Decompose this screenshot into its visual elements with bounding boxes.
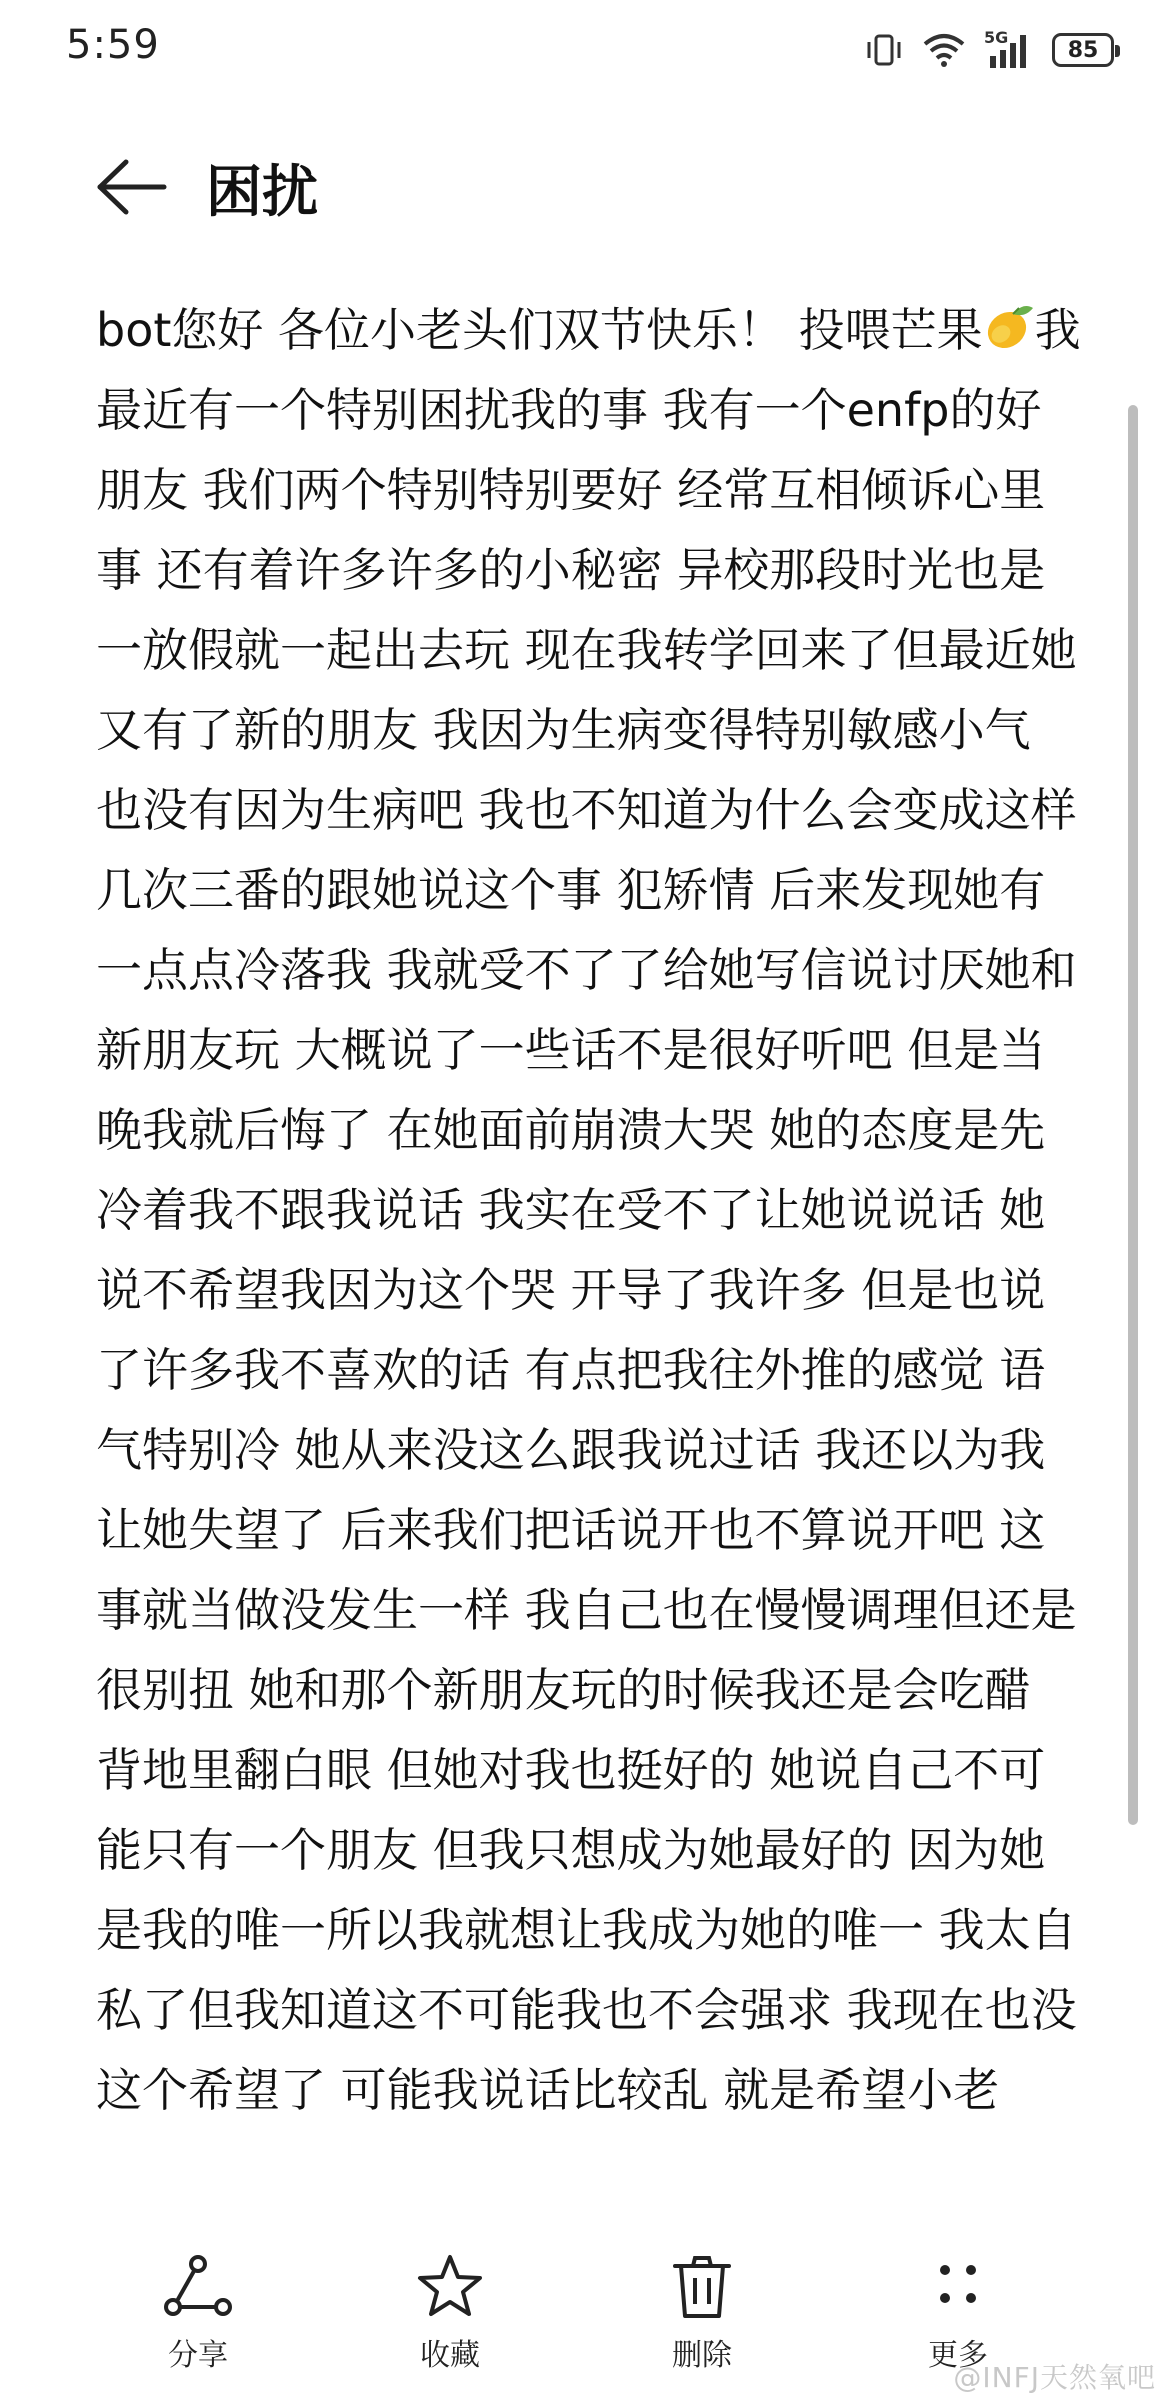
- signal-icon: [984, 30, 1034, 70]
- more-icon: [923, 2252, 993, 2322]
- share-label: 分享: [168, 2338, 228, 2373]
- share-icon: [163, 2252, 233, 2322]
- scrollbar[interactable]: [1128, 405, 1138, 1825]
- trash-icon: [667, 2252, 737, 2322]
- favorite-label: 收藏: [420, 2338, 480, 2373]
- more-label: 更多: [928, 2338, 988, 2373]
- mango-icon: [983, 296, 1035, 348]
- back-button[interactable]: [92, 152, 172, 222]
- status-icons: [864, 28, 1114, 72]
- post-text-main: 我最近有一个特别困扰我的事 我有一个enfp的好朋友 我们两个特别特别要好 经常互相倾诉心里事 还有着许多许多的小秘密 异校那段时光也是一放假就一起出去玩 现在我转学回来了但最近她又有了新的朋友 我因为生病变得特别敏感小气 也没有因为生病吧 我也不知道为什么会变成这样 几次三番的跟她说这个事 犯矫情 后来发现她有一点点冷落我 我就受不了了给她写信说讨厌她和新朋友玩 大概说了一些话不是很好听吧 但是当晚我就后悔了 在她面前崩溃大哭 她的态度是先冷着我不跟我说话 我实在受不了让她说说话 她说不希望我因为这个哭 开导了我许多 但是也说了许多我不喜欢的话 有点把我往外推的感觉 语气特别冷 她从来没这么跟我说过话 我还以为我让她失望了 后来我们把话说开也不算说开吧 这事就当做没发生一样 我自己也在慢慢调理但还是很别扭 她和那个新朋友玩的时候我还是会吃醋 背地里翻白眼 但她对我也挺好的 她说自己不可能只有一个朋友 但我只想成为她最好的 因为她是我的唯一所以我就想让我成为她的唯一 我太自私了但我知道这不可能我也不会强求 我现在也没这个希望了 可能我说话比较乱 就是希望小老: [96, 303, 1092, 2117]
- wifi-icon: [922, 32, 966, 68]
- status-bar: [0, 0, 1176, 100]
- watermark: @INFJ天然氧吧: [953, 2361, 1156, 2394]
- battery-level: 85: [1067, 37, 1099, 63]
- star-icon: [415, 2252, 485, 2322]
- status-time: 5:59: [66, 22, 160, 68]
- post-content: [96, 290, 1092, 2220]
- arrow-left-icon: [92, 152, 172, 222]
- favorite-button[interactable]: [370, 2230, 530, 2380]
- page-title: 困扰: [206, 160, 318, 225]
- vibrate-icon: [864, 30, 904, 70]
- battery-icon: [1052, 33, 1114, 67]
- delete-label: 删除: [672, 2338, 732, 2373]
- share-button[interactable]: [118, 2230, 278, 2380]
- header: [0, 130, 1176, 240]
- delete-button[interactable]: [622, 2230, 782, 2380]
- post-text-intro: bot您好 各位小老头们双节快乐！ 投喂芒果: [96, 303, 983, 357]
- network-type: 5G: [984, 28, 1009, 47]
- post-body: [96, 290, 1092, 2130]
